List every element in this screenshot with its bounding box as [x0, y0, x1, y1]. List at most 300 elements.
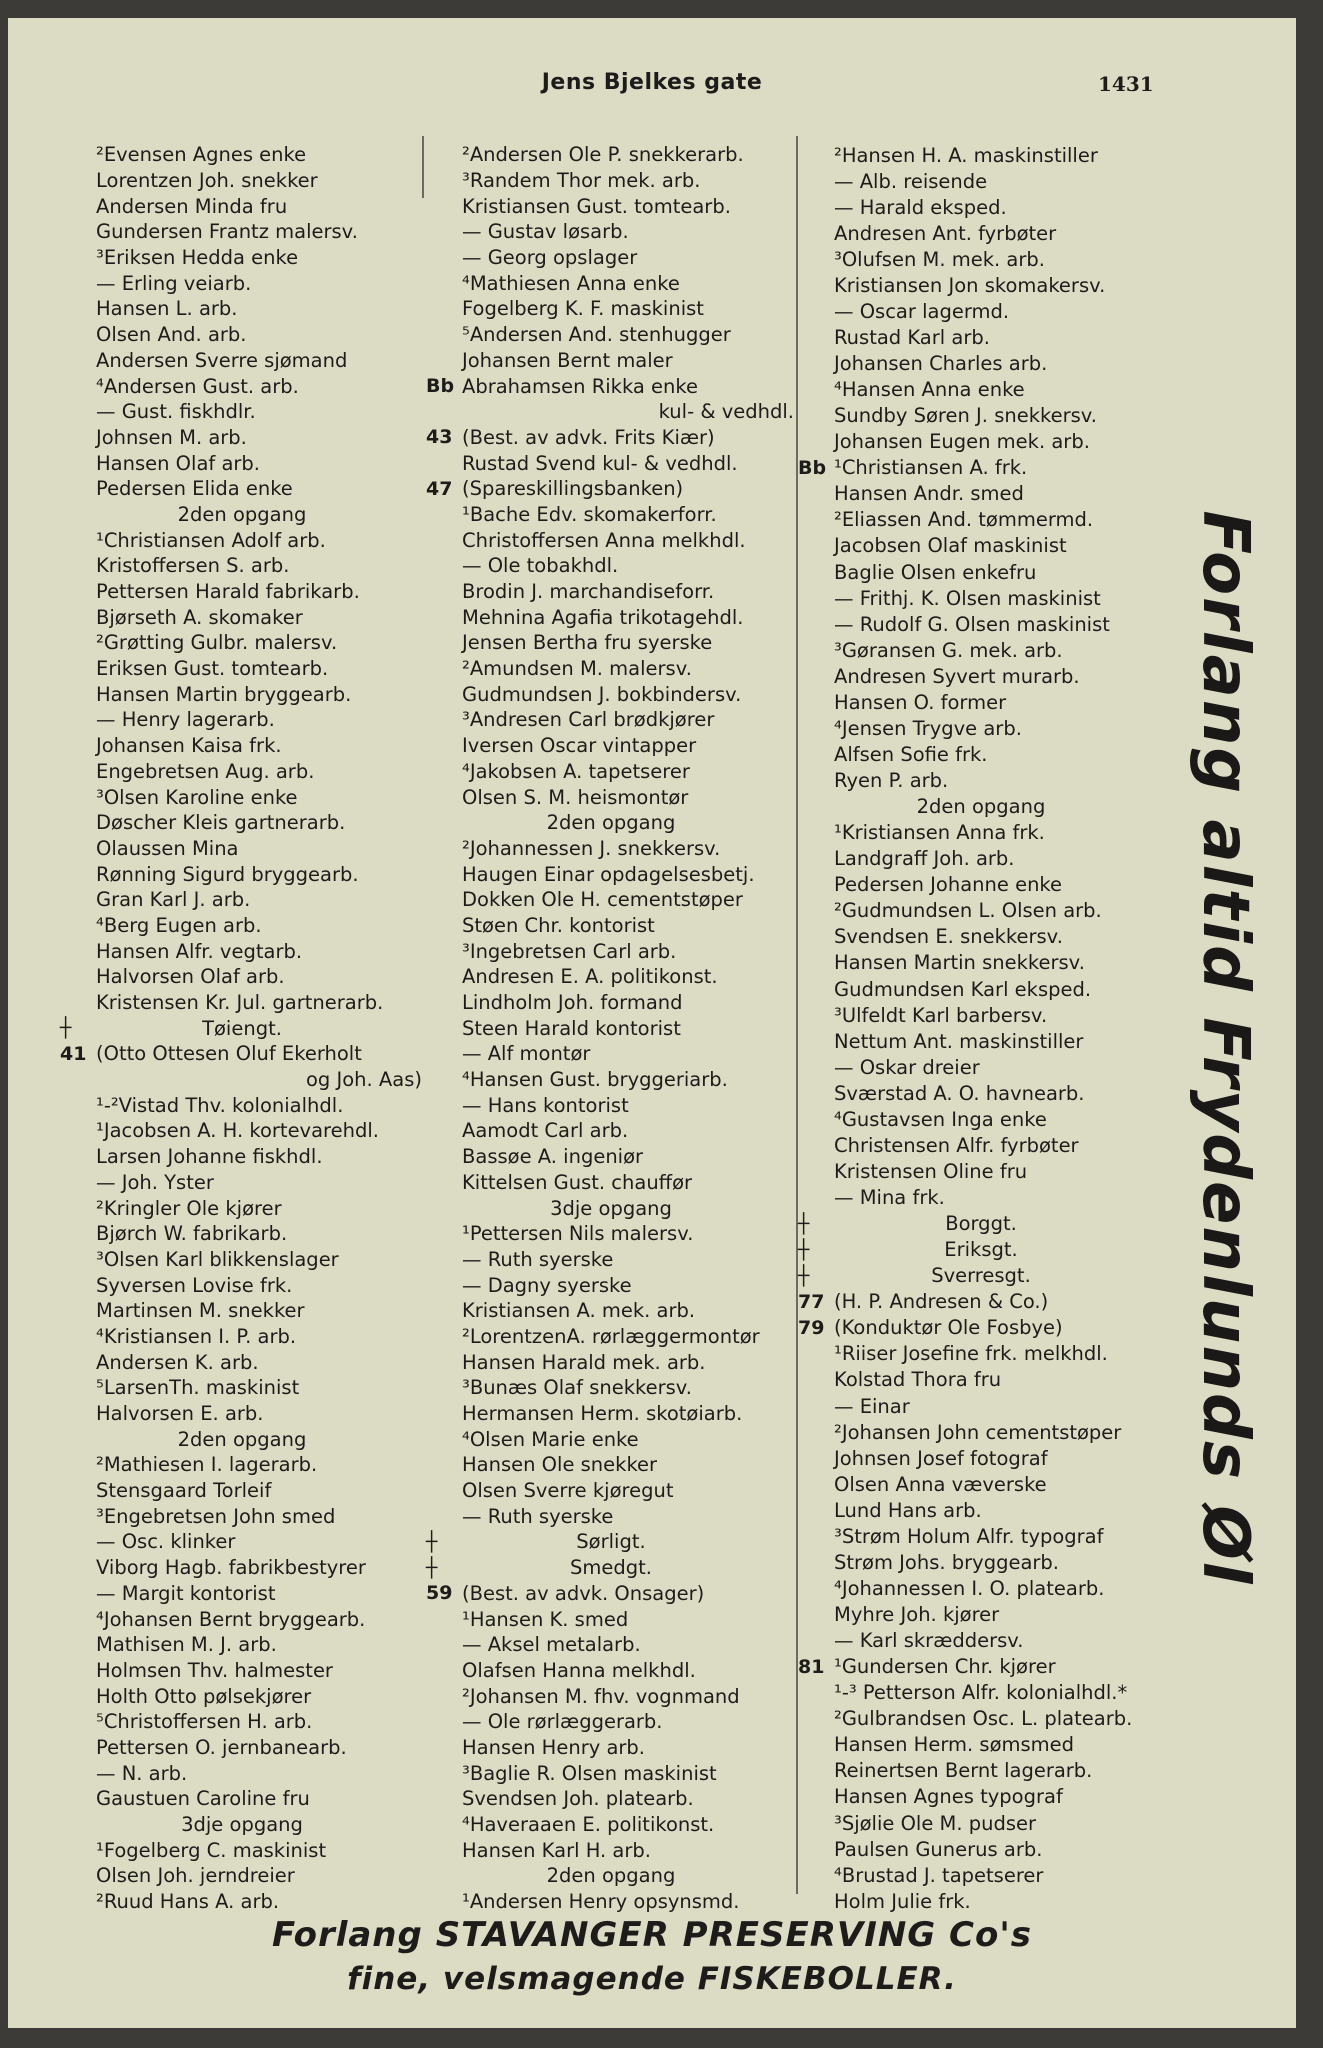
directory-entry	[426, 168, 800, 194]
directory-entry	[60, 527, 428, 553]
entry-text: Støen Chr. kontorist	[462, 913, 655, 937]
entry-text: Hansen Karl H. arb.	[462, 1838, 651, 1862]
entry-text: Martinsen M. snekker	[96, 1299, 305, 1323]
entry-text: Haugen Einar opdagelsesbetj.	[462, 862, 755, 886]
entry-text: ¹Bache Edv. skomakerforr.	[462, 502, 717, 526]
entry-text: ¹Gundersen Chr. kjører	[834, 1655, 1056, 1679]
entry-text: ³Bunæs Olaf snekkersv.	[462, 1376, 693, 1400]
entry-text: ²Andersen Ole P. snekkerarb.	[462, 143, 744, 167]
entry-text: kul- & vedhdl.	[658, 400, 794, 424]
directory-entry	[426, 1170, 800, 1196]
directory-entry	[798, 1341, 1168, 1367]
directory-entry	[60, 1503, 428, 1529]
side-advertisement	[1170, 488, 1280, 1608]
directory-page	[8, 18, 1296, 2028]
directory-entry	[426, 938, 800, 964]
entry-text: (Best. av advk. Onsager)	[462, 1581, 705, 1605]
entry-text: ³Olufsen M. mek. arb.	[834, 247, 1045, 271]
entry-text: — Einar	[834, 1394, 910, 1418]
directory-entry	[798, 168, 1168, 194]
directory-entry	[426, 1401, 800, 1427]
directory-entry	[426, 990, 800, 1016]
bottom-advertisement	[8, 1913, 1296, 2001]
directory-entry	[426, 1683, 800, 1709]
entry-text: Svendsen Joh. platearb.	[462, 1787, 694, 1811]
directory-entry	[60, 1144, 428, 1170]
directory-entry	[60, 193, 428, 219]
entry-text: Aamodt Carl arb.	[462, 1119, 629, 1143]
cross-street-marker: ┼	[426, 1556, 438, 1579]
entry-text: (Otto Ottesen Oluf Ekerholt	[96, 1042, 362, 1066]
directory-entry	[426, 1632, 800, 1658]
directory-entry	[426, 1735, 800, 1761]
directory-entry	[60, 604, 428, 630]
directory-entry	[426, 1555, 800, 1581]
directory-entry	[60, 1658, 428, 1684]
entry-text: ²Ruud Hans A. arb.	[96, 1890, 280, 1914]
entry-text: Olafsen Hanna melkhdl.	[462, 1658, 696, 1682]
directory-entry	[426, 630, 800, 656]
entry-text: Nettum Ant. maskinstiller	[834, 1029, 1084, 1053]
entry-text: Hansen O. former	[834, 690, 1007, 714]
directory-entry	[60, 1735, 428, 1761]
entry-text: ³Ulfeldt Karl barbersv.	[834, 1003, 1048, 1027]
entry-text: Halvorsen Olaf arb.	[96, 965, 285, 989]
directory-entry	[798, 324, 1168, 350]
directory-entry	[798, 507, 1168, 533]
directory-entry	[426, 1349, 800, 1375]
entry-text: — Oskar dreier	[834, 1055, 980, 1079]
directory-entry	[60, 861, 428, 887]
entry-text: — Margit kontorist	[96, 1581, 276, 1605]
directory-entry	[798, 1680, 1168, 1706]
directory-entry	[426, 604, 800, 630]
directory-entry	[426, 810, 800, 836]
directory-entry	[60, 733, 428, 759]
directory-entry	[60, 450, 428, 476]
entry-text: Johansen Charles arb.	[834, 352, 1048, 376]
entry-text: ¹Christiansen Adolf arb.	[96, 528, 326, 552]
directory-entry	[798, 272, 1168, 298]
directory-entry	[426, 1709, 800, 1735]
directory-entry	[426, 270, 800, 296]
directory-entry	[798, 1080, 1168, 1106]
entry-text: 2den opgang	[177, 502, 307, 526]
directory-entry	[426, 681, 800, 707]
entry-text: Sørligt.	[576, 1530, 646, 1554]
directory-entry	[60, 1452, 428, 1478]
directory-entry	[798, 1732, 1168, 1758]
entry-text: — Georg opslager	[462, 246, 638, 270]
entry-text: ⁴Haveraaen E. politikonst.	[462, 1813, 715, 1837]
entry-text: Hansen Herm. sømsmed	[834, 1733, 1075, 1757]
entry-text: Kittelsen Gust. chauffør	[462, 1170, 693, 1194]
entry-text: Borggt.	[945, 1212, 1017, 1236]
entry-text: Paulsen Gunerus arb.	[834, 1837, 1043, 1861]
directory-entry	[60, 630, 428, 656]
directory-entry	[426, 1144, 800, 1170]
entry-text: Syversen Lovise frk.	[96, 1273, 293, 1297]
directory-entry	[60, 887, 428, 913]
house-number: 77	[798, 1290, 825, 1313]
entry-text: — Oscar lagermd.	[834, 299, 1010, 323]
directory-entry	[798, 1471, 1168, 1497]
entry-text: — Erling veiarb.	[96, 271, 252, 295]
directory-entry	[426, 1606, 800, 1632]
directory-entry	[798, 820, 1168, 846]
cross-street-marker: ┼	[798, 1212, 810, 1235]
directory-entry	[60, 1837, 428, 1863]
directory-entry	[426, 887, 800, 913]
entry-text: ³Ingebretsen Carl arb.	[462, 939, 677, 963]
entry-text: Kristiansen A. mek. arb.	[462, 1299, 696, 1323]
entry-text: Andresen E. A. politikonst.	[462, 965, 718, 989]
directory-entry	[60, 1195, 428, 1221]
directory-entry	[60, 1709, 428, 1735]
directory-entry	[798, 377, 1168, 403]
page-number: 1431	[1098, 72, 1154, 96]
entry-text: Kristiansen Gust. tomtearb.	[462, 194, 731, 218]
entry-text: Olsen S. M. heismontør	[462, 785, 689, 809]
directory-entry	[60, 296, 428, 322]
directory-entry	[798, 1445, 1168, 1471]
page-title: Jens Bjelkes gate	[541, 70, 763, 95]
entry-text: Hansen Olaf arb.	[96, 451, 261, 475]
directory-entry	[426, 1529, 800, 1555]
house-number: 43	[426, 426, 453, 449]
directory-entry	[426, 399, 800, 425]
directory-entry	[798, 1315, 1168, 1341]
directory-entry	[426, 1195, 800, 1221]
entry-text: ⁴Johannessen I. O. platearb.	[834, 1576, 1105, 1600]
directory-entry	[426, 1786, 800, 1812]
entry-text: Hansen L. arb.	[96, 297, 238, 321]
directory-entry	[426, 656, 800, 682]
directory-entry	[60, 784, 428, 810]
bottom-advertisement-line1: Forlang STAVANGER PRESERVING Co's	[272, 1915, 1032, 1955]
entry-text: Smedgt.	[570, 1556, 652, 1580]
entry-text: Olsen Sverre kjøregut	[462, 1479, 674, 1503]
directory-entry	[798, 1393, 1168, 1419]
directory-entry	[60, 168, 428, 194]
directory-entry	[60, 990, 428, 1016]
directory-entry	[798, 1862, 1168, 1888]
entry-text: Johansen Eugen mek. arb.	[834, 430, 1090, 454]
directory-entry	[60, 1041, 428, 1067]
directory-entry	[426, 219, 800, 245]
directory-column-2	[426, 142, 800, 1914]
entry-text: Kristensen Oline fru	[834, 1159, 1028, 1183]
entry-text: — Harald eksped.	[834, 195, 1007, 219]
entry-text: Steen Harald kontorist	[462, 1016, 681, 1040]
directory-entry	[798, 950, 1168, 976]
entry-text: Johnsen Josef fotograf	[834, 1446, 1048, 1470]
entry-text: Halvorsen E. arb.	[96, 1402, 264, 1426]
directory-entry	[426, 1375, 800, 1401]
entry-text: — Joh. Yster	[96, 1170, 214, 1194]
entry-text: ¹Riiser Josefine frk. melkhdl.	[834, 1342, 1108, 1366]
entry-text: ⁴Johansen Bernt bryggearb.	[96, 1607, 366, 1631]
entry-text: og Joh. Aas)	[305, 1068, 422, 1092]
entry-text: Kristensen Kr. Jul. gartnerarb.	[96, 991, 384, 1015]
directory-entry	[798, 1367, 1168, 1393]
entry-text: Holmsen Thv. halmester	[96, 1658, 333, 1682]
directory-entry	[798, 1836, 1168, 1862]
directory-entry	[798, 1628, 1168, 1654]
directory-entry	[426, 836, 800, 862]
directory-entry	[60, 1632, 428, 1658]
directory-entry	[798, 611, 1168, 637]
directory-entry	[60, 707, 428, 733]
directory-entry	[798, 846, 1168, 872]
entry-text: — Alf montør	[462, 1042, 591, 1066]
entry-text: ²Grøtting Gulbr. malersv.	[96, 631, 338, 655]
entry-text: Gaustuen Caroline fru	[96, 1787, 310, 1811]
directory-entry	[60, 1529, 428, 1555]
directory-entry	[426, 296, 800, 322]
directory-entry	[60, 348, 428, 374]
directory-entry	[798, 533, 1168, 559]
entry-text: Rustad Svend kul- & vedhdl.	[462, 451, 738, 475]
entry-text: Olsen Joh. jerndreier	[96, 1864, 295, 1888]
entry-text: — Ole rørlæggerarb.	[462, 1710, 663, 1734]
entry-text: ²Johannessen J. snekkersv.	[462, 836, 721, 860]
entry-text: Sverresgt.	[931, 1264, 1031, 1288]
entry-text: Andresen Syvert murarb.	[834, 664, 1080, 688]
directory-entry	[798, 637, 1168, 663]
entry-text: (H. P. Andresen & Co.)	[834, 1290, 1049, 1314]
directory-entry	[60, 553, 428, 579]
directory-entry	[426, 1889, 800, 1915]
entry-text: — Hans kontorist	[462, 1093, 629, 1117]
entry-text: ⁵Christoffersen H. arb.	[96, 1710, 313, 1734]
directory-entry	[798, 768, 1168, 794]
directory-entry	[60, 1221, 428, 1247]
directory-entry	[798, 1185, 1168, 1211]
entry-text: ²Gudmundsen L. Olsen arb.	[834, 899, 1102, 923]
directory-entry	[60, 1581, 428, 1607]
entry-text: Hansen Ole snekker	[462, 1453, 658, 1477]
directory-entry	[60, 219, 428, 245]
directory-entry	[60, 1324, 428, 1350]
entry-text: ²Evensen Agnes enke	[96, 143, 307, 167]
entry-text: Mathisen M. J. arb.	[96, 1633, 277, 1657]
entry-text: ²LorentzenA. rørlæggermontør	[462, 1324, 760, 1348]
directory-entry	[426, 861, 800, 887]
directory-entry	[798, 1602, 1168, 1628]
directory-entry	[426, 1298, 800, 1324]
directory-entry	[798, 1758, 1168, 1784]
entry-text: Stensgaard Torleif	[96, 1479, 272, 1503]
house-number: 79	[798, 1316, 825, 1339]
entry-text: Johnsen M. arb.	[96, 425, 247, 449]
entry-text: — Ruth syerske	[462, 1504, 614, 1528]
entry-text: ¹Kristiansen Anna frk.	[834, 821, 1045, 845]
directory-entry	[426, 476, 800, 502]
directory-entry	[798, 1810, 1168, 1836]
entry-text: Mehnina Agafia trikotagehdl.	[462, 605, 744, 629]
directory-entry	[798, 1054, 1168, 1080]
entry-text: Holth Otto pølsekjører	[96, 1684, 312, 1708]
entry-text: Gudmundsen Karl eksped.	[834, 977, 1092, 1001]
directory-entry	[798, 351, 1168, 377]
directory-entry	[426, 707, 800, 733]
directory-entry	[60, 1812, 428, 1838]
directory-column-1	[60, 142, 428, 1914]
entry-text: Hermansen Herm. skotøiarb.	[462, 1402, 743, 1426]
entry-text: Rønning Sigurd bryggearb.	[96, 862, 359, 886]
entry-text: Christensen Alfr. fyrbøter	[834, 1133, 1079, 1157]
directory-entry	[798, 1211, 1168, 1237]
entry-text: Ryen P. arb.	[834, 769, 949, 793]
entry-text: ²Gulbrandsen Osc. L. platearb.	[834, 1707, 1133, 1731]
entry-text: ³Sjølie Ole M. pudser	[834, 1811, 1037, 1835]
cross-street-marker: ┼	[426, 1530, 438, 1553]
directory-entry	[798, 559, 1168, 585]
entry-text: — Ole tobakhdl.	[462, 554, 619, 578]
entry-text: Andersen Sverre sjømand	[96, 348, 348, 372]
directory-entry	[798, 715, 1168, 741]
entry-text: Johansen Kaisa frk.	[96, 734, 282, 758]
entry-text: — N. arb.	[96, 1761, 188, 1785]
entry-text: ³Olsen Karoline enke	[96, 785, 298, 809]
entry-text: ⁴Jakobsen A. tapetserer	[462, 759, 690, 783]
house-number: 81	[798, 1655, 825, 1678]
entry-text: Bjørch W. fabrikarb.	[96, 1222, 288, 1246]
directory-entry	[426, 1426, 800, 1452]
entry-text: Olsen Anna væverske	[834, 1472, 1047, 1496]
entry-text: — Henry lagerarb.	[96, 708, 275, 732]
entry-text: ¹Jacobsen A. H. kortevarehdl.	[96, 1119, 379, 1143]
entry-text: Pettersen Harald fabrikarb.	[96, 580, 360, 604]
directory-entry	[60, 913, 428, 939]
entry-text: Hansen Harald mek. arb.	[462, 1350, 706, 1374]
directory-entry	[798, 1237, 1168, 1263]
house-number: Bb	[798, 456, 827, 479]
directory-entry	[798, 455, 1168, 481]
directory-entry	[60, 1478, 428, 1504]
directory-entry	[798, 1706, 1168, 1732]
entry-text: Lorentzen Joh. snekker	[96, 169, 318, 193]
bottom-advertisement-line2: fine, velsmagende FISKEBOLLER.	[347, 1961, 957, 1997]
entry-text: ⁴Mathiesen Anna enke	[462, 271, 680, 295]
directory-entry	[426, 1247, 800, 1273]
entry-text: Andersen Minda fru	[96, 194, 288, 218]
entry-text: Reinertsen Bernt lagerarb.	[834, 1759, 1093, 1783]
entry-text: ¹Andersen Henry opsynsmd.	[462, 1890, 740, 1914]
entry-text: 3dje opgang	[550, 1196, 672, 1220]
directory-entry	[426, 1452, 800, 1478]
directory-entry	[798, 1888, 1168, 1914]
directory-entry	[798, 585, 1168, 611]
directory-entry	[426, 759, 800, 785]
entry-text: ²Hansen H. A. maskinstiller	[834, 143, 1098, 167]
directory-entry	[426, 964, 800, 990]
entry-text: 2den opgang	[546, 1864, 676, 1888]
directory-entry	[798, 1106, 1168, 1132]
directory-entry	[60, 1170, 428, 1196]
entry-text: Eriksen Gust. tomtearb.	[96, 657, 329, 681]
directory-entry	[60, 142, 428, 168]
entry-text: — Aksel metalarb.	[462, 1633, 641, 1657]
entry-text: Dokken Ole H. cementstøper	[462, 888, 743, 912]
directory-entry	[426, 1478, 800, 1504]
house-number: 59	[426, 1582, 453, 1605]
entry-text: ⁴Jensen Trygve arb.	[834, 716, 1022, 740]
directory-entry	[798, 1132, 1168, 1158]
directory-entry	[60, 810, 428, 836]
entry-text: Hansen Martin snekkersv.	[834, 951, 1085, 975]
entry-text: Jensen Bertha fru syerske	[462, 631, 713, 655]
entry-text: Strøm Johs. bryggearb.	[834, 1550, 1059, 1574]
directory-entry	[60, 656, 428, 682]
entry-text: ⁴Olsen Marie enke	[462, 1427, 639, 1451]
entry-text: ⁴Andersen Gust. arb.	[96, 374, 299, 398]
entry-text: — Mina frk.	[834, 1186, 945, 1210]
directory-entry	[60, 836, 428, 862]
directory-entry	[60, 1555, 428, 1581]
directory-entry	[798, 246, 1168, 272]
entry-text: ²Amundsen M. malersv.	[462, 657, 692, 681]
entry-text: Pedersen Elida enke	[96, 477, 293, 501]
entry-text: Olsen And. arb.	[96, 323, 247, 347]
entry-text: ²Mathiesen I. lagerarb.	[96, 1453, 318, 1477]
entry-text: — Dagny syerske	[462, 1273, 632, 1297]
entry-text: Alfsen Sofie frk.	[834, 742, 988, 766]
directory-entry	[798, 1028, 1168, 1054]
directory-entry	[426, 1658, 800, 1684]
entry-text: ³Strøm Holum Alfr. typograf	[834, 1524, 1104, 1548]
directory-entry	[426, 1863, 800, 1889]
directory-entry	[798, 689, 1168, 715]
entry-text: Svendsen E. snekkersv.	[834, 925, 1063, 949]
entry-text: ³Randem Thor mek. arb.	[462, 169, 701, 193]
entry-text: ⁵Andersen And. stenhugger	[462, 323, 731, 347]
directory-entry	[426, 733, 800, 759]
directory-entry	[798, 1263, 1168, 1289]
directory-entry	[426, 1837, 800, 1863]
entry-text: Hansen Martin bryggearb.	[96, 682, 352, 706]
directory-entry	[60, 964, 428, 990]
directory-entry	[60, 1272, 428, 1298]
directory-entry	[60, 1298, 428, 1324]
directory-entry	[426, 527, 800, 553]
entry-text: Hansen Andr. smed	[834, 482, 1024, 506]
entry-text: 2den opgang	[546, 811, 676, 835]
directory-entry	[426, 1092, 800, 1118]
entry-text: Gundersen Frantz malersv.	[96, 220, 358, 244]
entry-text: (Konduktør Ole Fosbye)	[834, 1316, 1063, 1340]
cross-street-marker: ┼	[798, 1238, 810, 1261]
entry-text: Engebretsen Aug. arb.	[96, 759, 315, 783]
directory-entry	[60, 1015, 428, 1041]
directory-entry	[60, 1683, 428, 1709]
entry-text: ¹Pettersen Nils malersv.	[462, 1222, 694, 1246]
directory-entry	[798, 663, 1168, 689]
entry-text: ³Andresen Carl brødkjører	[462, 708, 715, 732]
entry-text: ¹Hansen K. smed	[462, 1607, 629, 1631]
directory-entry	[798, 1419, 1168, 1445]
entry-text: Rustad Karl arb.	[834, 325, 990, 349]
entry-text: ²Johansen M. fhv. vognmand	[462, 1684, 740, 1708]
entry-text: Gudmundsen J. bokbindersv.	[462, 682, 742, 706]
directory-entry	[798, 794, 1168, 820]
directory-entry	[60, 1375, 428, 1401]
directory-entry	[60, 1760, 428, 1786]
entry-text: Abrahamsen Rikka enke	[462, 374, 699, 398]
entry-text: ³Eriksen Hedda enke	[96, 246, 299, 270]
directory-entry	[426, 425, 800, 451]
